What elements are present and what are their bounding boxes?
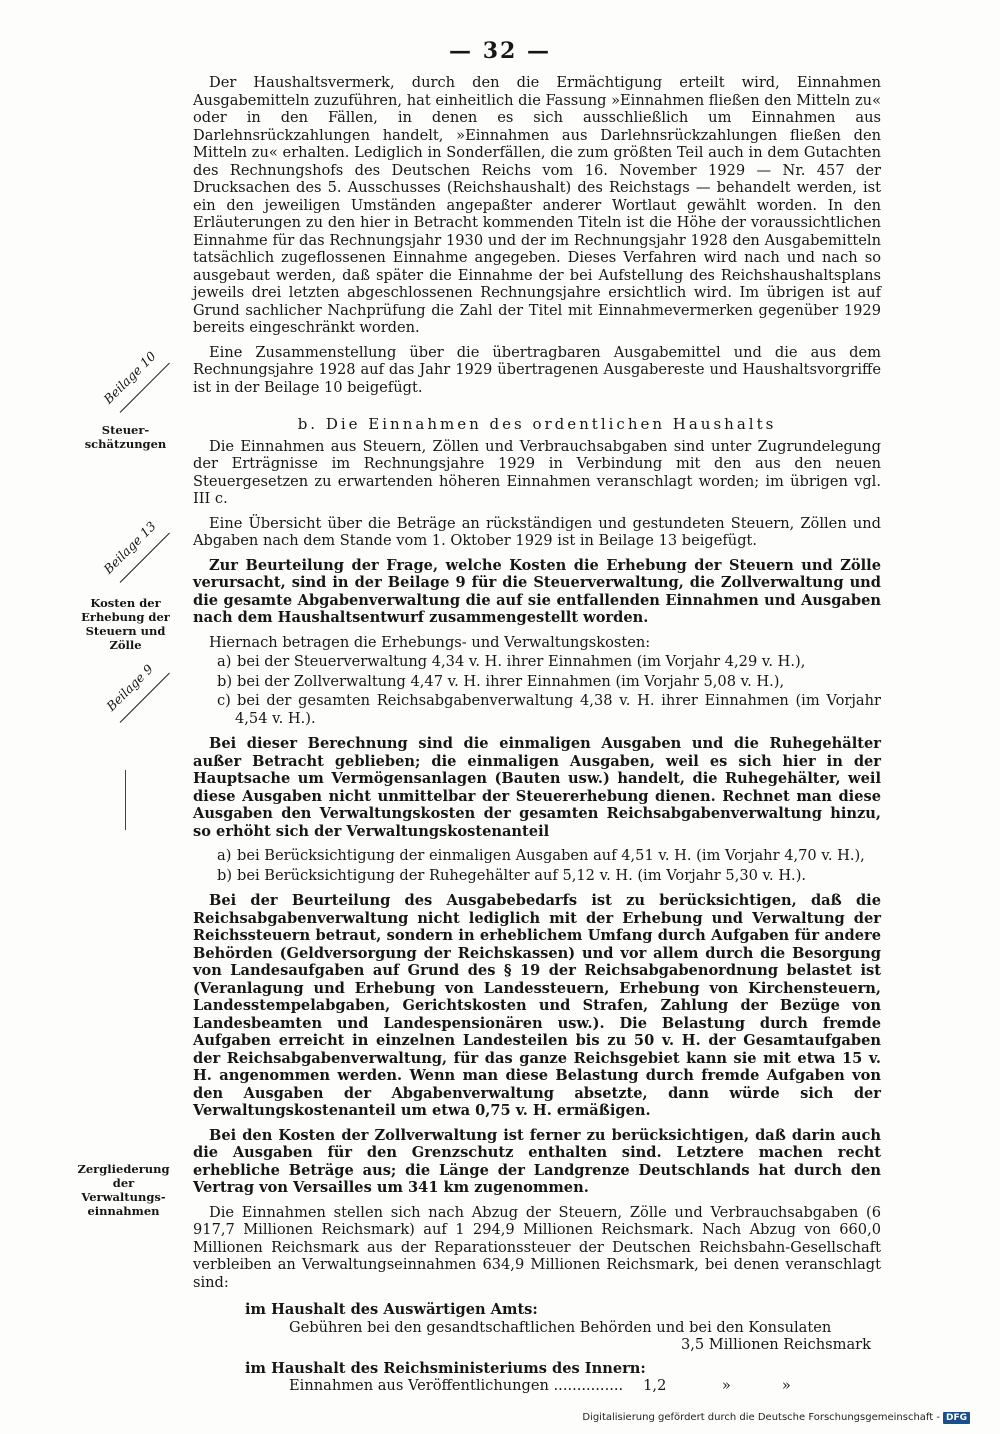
page-number: — 32 — <box>449 38 551 64</box>
block-amount: 1,2 <box>643 1377 667 1394</box>
paragraph-ausgabebedarf: Bei der Beurteilung des Ausgabebedarfs ist zu berücksichtigen, daß die Reichsabgabenverwaltung nicht lediglich mit der Erhebung und Verwaltung der Reichssteuern betraut, sondern in erheblichem Umfang durch Aufgaben für andere Behörden (Geldversorgung der Reichskassen) und vor allem durch die Besorgung von Landesaufgaben auf Grund des § 19 der Reichsabgabenordnung belastet ist (Veranlagung und Erhebung von Landessteuern, Erhebung von Kirchensteuern, Landesstempelabgaben, Gerichtskosten und Strafen, Zahlung der Bezüge von Landesbeamten und Landespensionären usw.). Die Belastung durch fremde Aufgaben erreicht in einzelnen Landesteilen bis zu 50 v. H. der Gesamtaufgaben der Reichsabgabenverwaltung, für das ganze Reichsgebiet kann sie mit etwa 15 v. H. angenommen werden. Wenn man diese Belastung durch fremde Aufgaben von den Ausgaben der Abgabenverwaltung absetzte, dann würde sich der Verwaltungskostenanteil um etwa 0,75 v. H. ermäßigen. <box>193 892 881 1119</box>
ditto-mark: » <box>721 1377 731 1394</box>
margin-beilage-10: Beilage 10 <box>100 348 159 407</box>
paragraph-verwaltungseinnahmen: Die Einnahmen stellen sich nach Abzug der Steuern, Zölle und Verbrauchsabgaben (6 917,7 Millionen Reichsmark) auf 1 294,9 Millionen Reichsmark. Nach Abzug von 660,0 Millionen Reichsmark aus der Reparationssteuer der Deutschen Reichsbahn-Gesellschaft verbleiben an Verwaltungseinnahmen 634,9 Millionen Reichsmark, bei denen veranschlagt sind: <box>193 1203 881 1291</box>
margin-zergliederung: Zergliederung der Verwaltungs- einnahmen <box>77 1162 170 1218</box>
margin-beilage-9: Beilage 9 <box>103 661 156 714</box>
list-item: c) bei der gesamten Reichsabgabenverwaltung 4,38 v. H. ihrer Einnahmen (im Vorjahr 4,54 v. H.). <box>217 692 881 727</box>
list-item: a) bei der Steuerverwaltung 4,34 v. H. ihrer Einnahmen (im Vorjahr 4,29 v. H.), <box>217 653 806 670</box>
margin-kosten-erhebung: Kosten der Erhebung der Steuern und Zölle <box>81 596 170 652</box>
paragraph-beurteilung: Zur Beurteilung der Frage, welche Kosten die Erhebung der Steuern und Zölle verursacht, sind in der Beilage 9 für die Steuerverwaltung, die Zollverwaltung und die gesamte Abgabenverwaltung die auf sie entfallenden Einnahmen und Ausgaben nach dem Haushaltsentwurf zusammengestellt worden. <box>193 556 881 626</box>
paragraph-hiernach: Hiernach betragen die Erhebungs- und Verwaltungskosten: <box>209 633 651 651</box>
einnahmen-block-auswaertiges-amt <box>245 1301 881 1354</box>
block-title: im Haushalt des Reichsministeriums des Innern: <box>245 1359 646 1377</box>
block-title: im Haushalt des Auswärtigen Amts: <box>245 1301 538 1318</box>
margin-rule <box>125 770 126 830</box>
main-text <box>193 74 881 1395</box>
paragraph-steuern: Die Einnahmen aus Steuern, Zöllen und Verbrauchsabgaben sind unter Zugrundelegung der Erträgnisse im Rechnungsjahre 1929 in Verbindung mit den aus den neuen Steuergesetzen zu erwartenden höheren Einnahmen veranschlagt worden; im übrigen vgl. III c. <box>193 437 881 507</box>
block-line-row <box>289 1377 881 1395</box>
paragraph-uebersicht: Eine Übersicht über die Beträge an rückständigen und gestundeten Steuern, Zöllen und Abgaben nach dem Stande vom 1. Oktober 1929 ist in Beilage 13 beigefügt. <box>193 514 881 549</box>
margin-beilage-13: Beilage 13 <box>100 518 159 577</box>
ditto-mark: » <box>781 1377 791 1394</box>
dfg-logo: DFG <box>943 1412 970 1424</box>
footer-credit <box>582 1412 970 1424</box>
paragraph-berechnung: Bei dieser Berechnung sind die einmaligen Ausgaben und die Ruhegehälter außer Betracht geblieben; die einmaligen Ausgaben, weil es sich hier in der Hauptsache um Vermögensanlagen (Bauten usw.) handelt, die Ruhegehälter, weil diese Ausgaben nicht unmittelbar der Steuererhebung dienen. Rechnet man diese Ausgaben den Verwaltungskosten der gesamten Reichsabgabenverwaltung hinzu, so erhöht sich der Verwaltungskostenanteil <box>193 735 881 840</box>
footer-text: Digitalisierung gefördert durch die Deutsche Forschungsgemeinschaft - <box>582 1412 940 1423</box>
list-item: b) bei Berücksichtigung der Ruhegehälter auf 5,12 v. H. (im Vorjahr 5,30 v. H.). <box>217 866 807 884</box>
list-verwaltungskostenanteil <box>193 847 881 884</box>
list-erhebungskosten <box>193 653 881 727</box>
paragraph-zollverwaltung: Bei den Kosten der Zollverwaltung ist ferner zu berücksichtigen, daß darin auch die Ausgaben für den Grenzschutz enthalten sind. Letztere machen recht erhebliche Beträge aus; die Länge der Landgrenze Deutschlands hat durch den Vertrag von Versailles um 341 km zugenommen. <box>193 1126 881 1196</box>
paragraph-zusammenstellung: Eine Zusammenstellung über die übertragbaren Ausgabemittel und die aus dem Rechnungsjahre 1928 auf das Jahr 1929 übertragenen Ausgabereste und Haushaltsvorgriffe ist in der Beilage 10 beigefügt. <box>193 343 881 396</box>
margin-steuerschaetzungen: Steuer- schätzungen <box>84 423 167 451</box>
block-amount: 3,5 Millionen Reichsmark <box>680 1336 871 1353</box>
list-item: a) bei Berücksichtigung der einmaligen Ausgaben auf 4,51 v. H. (im Vorjahr 4,70 v. H.), <box>217 847 865 864</box>
block-line: Gebühren bei den gesandtschaftlichen Behörden und bei den Konsulaten <box>289 1318 832 1336</box>
block-line: Einnahmen aus Veröffentlichungen ............... <box>289 1377 624 1394</box>
paragraph-haushaltsvermerk: Der Haushaltsvermerk, durch den die Ermächtigung erteilt wird, Einnahmen Ausgabemitteln zuzuführen, hat einheitlich die Fassung »Einnahmen fließen den Mitteln zu« oder in den Fällen, in denen es sich ausschließlich um Einnahmen aus Darlehnsrückzahlungen handelt, »Einnahmen aus Darlehnsrückzahlungen fließen den Mitteln zu« erhalten. Lediglich in Sonderfällen, die zum größten Teil auch in dem Gutachten des Rechnungshofs des Deutschen Reichs vom 16. November 1929 — Nr. 457 der Drucksachen des 5. Ausschusses (Reichshaushalt) des Reichstags — behandelt werden, ist ein den jeweiligen Umständen angepaßter anderer Wortlaut gewählt worden. In den Erläuterungen zu den hier in Betracht kommenden Titeln ist die Höhe der voraussichtlichen Einnahme für das Rechnungsjahr 1930 und der im Rechnungsjahr 1928 den Ausgabemitteln tatsächlich zugeflossenen Einnahme angegeben. Dieses Verfahren wird nach und nach so ausgebaut werden, daß später die Einnahme der bei Aufstellung des Reichshaushaltsplans jeweils drei letzten abgeschlossenen Rechnungsjahre ersichtlich wird. Im übrigen ist auf Grund sachlicher Nachprüfung die Zahl der Titel mit Einnahmevermerken gegenüber 1929 bereits eingeschränkt worden. <box>193 74 881 336</box>
list-item: b) bei der Zollverwaltung 4,47 v. H. ihrer Einnahmen (im Vorjahr 5,08 v. H.), <box>217 672 785 690</box>
einnahmen-block-innern <box>245 1360 881 1395</box>
section-heading-einnahmen: b. Die Einnahmen des ordentlichen Haushalts <box>297 415 777 433</box>
